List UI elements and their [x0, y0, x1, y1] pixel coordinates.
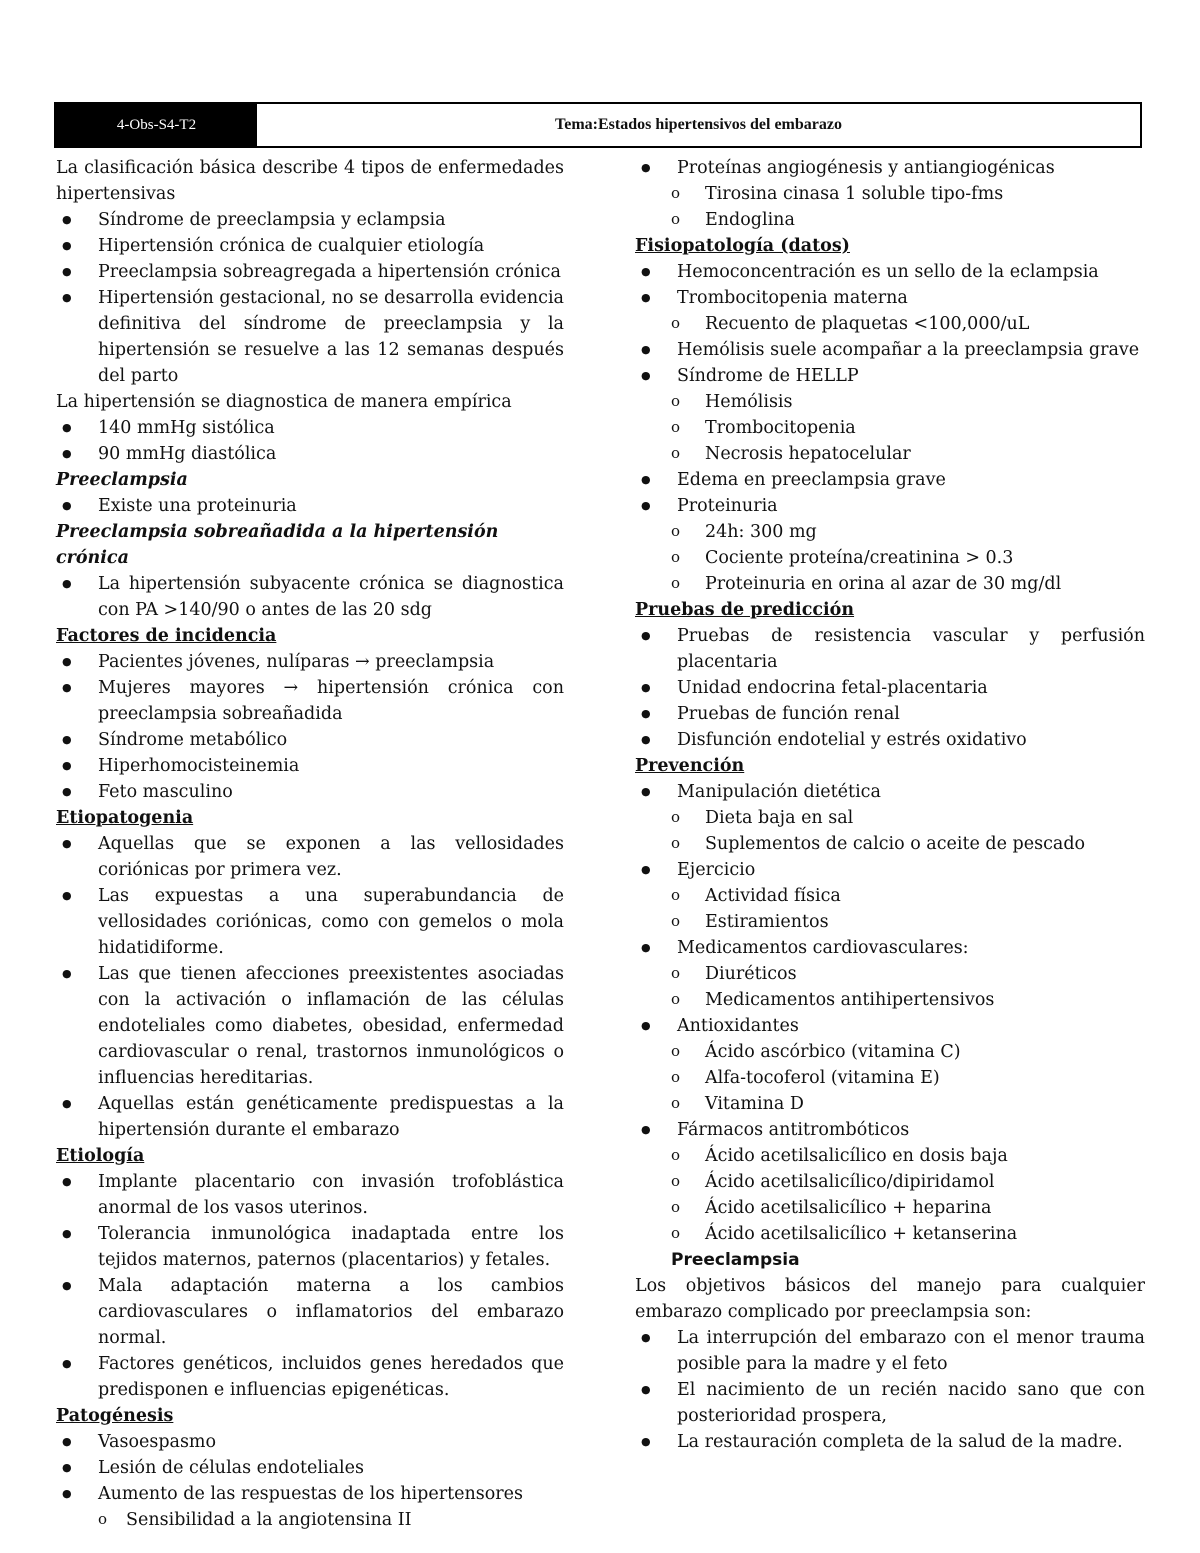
intro-paragraph: La clasificación básica describe 4 tipos de enfermedades hipertensivas [56, 158, 564, 204]
list-item: ● Edema en preeclampsia grave [635, 467, 1145, 493]
list-item: ● Existe una proteinuria [56, 493, 564, 519]
list-item: ● Tolerancia inmunológica inadaptada entre los tejidos maternos, paternos (placentarios) y fetales. [56, 1221, 564, 1273]
sub-list-item: o Trombocitopenia [635, 415, 1145, 441]
sub-list-item: o Ácido acetilsalicílico/dipiridamol [635, 1169, 1145, 1195]
sub-list-item: o Actividad física [635, 883, 1145, 909]
document-header [54, 102, 1142, 148]
list-item: ● Pruebas de resistencia vascular y perfusión placentaria [635, 623, 1145, 675]
sub-list-item: o Alfa-tocoferol (vitamina E) [635, 1065, 1145, 1091]
list-item: ● Unidad endocrina fetal-placentaria [635, 675, 1145, 701]
list-item: ● Hemoconcentración es un sello de la eclampsia [635, 259, 1145, 285]
document-code: 4-Obs-S4-T2 [56, 104, 257, 146]
list-item: ● Trombocitopenia materna [635, 285, 1145, 311]
fisio-list [635, 259, 1145, 597]
etiol-list [56, 1169, 564, 1403]
section-heading: Pruebas de predicción [635, 600, 855, 620]
objectives-list [635, 1325, 1145, 1455]
sub-list-item: o Sensibilidad a la angiotensina II [56, 1507, 564, 1533]
tipos-list [56, 207, 564, 389]
section-heading: Preeclampsia [56, 470, 188, 490]
list-item: ● 90 mmHg diastólica [56, 441, 564, 467]
factores-list [56, 649, 564, 805]
list-item: ● Hemólisis suele acompañar a la preeclampsia grave [635, 337, 1145, 363]
sub-list-item: o Cociente proteína/creatinina > 0.3 [635, 545, 1145, 571]
list-item: ● Vasoespasmo [56, 1429, 564, 1455]
list-item: ● La hipertensión subyacente crónica se diagnostica con PA >140/90 o antes de las 20 sdg [56, 571, 564, 623]
list-item: ● Síndrome de preeclampsia y eclampsia [56, 207, 564, 233]
section-heading: Factores de incidencia [56, 626, 277, 646]
section-heading: Fisiopatología (datos) [635, 236, 850, 256]
list-item: ● Síndrome de HELLP [635, 363, 1145, 389]
list-item: ● Antioxidantes [635, 1013, 1145, 1039]
section-heading: Patogénesis [56, 1406, 174, 1426]
sub-list-item: o Suplementos de calcio o aceite de pescado [635, 831, 1145, 857]
sub-list-item: o Tirosina cinasa 1 soluble tipo-fms [635, 181, 1145, 207]
list-item: ● Hipertensión gestacional, no se desarrolla evidencia definitiva del síndrome de preeclampsia y la hipertensión se resuelve a las 12 semanas después del parto [56, 285, 564, 389]
list-item: ● Proteinuria [635, 493, 1145, 519]
list-item: ● Factores genéticos, incluidos genes heredados que predisponen e influencias epigenéticas. [56, 1351, 564, 1403]
list-item: ● Pruebas de función renal [635, 701, 1145, 727]
list-item: ● Ejercicio [635, 857, 1145, 883]
list-item: ● Mala adaptación materna a los cambios cardiovasculares o inflamatorios del embarazo normal. [56, 1273, 564, 1351]
sub-list-item: o 24h: 300 mg [635, 519, 1145, 545]
sub-list-item: o Hemólisis [635, 389, 1145, 415]
list-item: ● Proteínas angiogénesis y antiangiogénicas [635, 155, 1145, 181]
list-item: ● Preeclampsia sobreagregada a hipertensión crónica [56, 259, 564, 285]
list-item: ● Hiperhomocisteinemia [56, 753, 564, 779]
list-item: ● Feto masculino [56, 779, 564, 805]
prev-list [635, 779, 1145, 1247]
pruebas-list [635, 623, 1145, 753]
list-item: ● Fármacos antitrombóticos [635, 1117, 1145, 1143]
sub-list-item: o Ácido acetilsalicílico + heparina [635, 1195, 1145, 1221]
document-title: Tema:Estados hipertensivos del embarazo [555, 116, 842, 133]
list-item: ● Aquellas que se exponen a las vellosidades coriónicas por primera vez. [56, 831, 564, 883]
sub-list-item: o Diuréticos [635, 961, 1145, 987]
sub-list-item: o Ácido ascórbico (vitamina C) [635, 1039, 1145, 1065]
sub-list-item: o Vitamina D [635, 1091, 1145, 1117]
diag-list [56, 415, 564, 467]
section-heading: Prevención [635, 756, 745, 776]
etiopat-list [56, 831, 564, 1143]
list-item: ● Pacientes jóvenes, nulíparas → preeclampsia [56, 649, 564, 675]
list-item: ● El nacimiento de un recién nacido sano que con posterioridad prospera, [635, 1377, 1145, 1429]
section-heading: Preeclampsia sobreañadida a la hipertensión crónica [56, 522, 499, 568]
section-heading: Preeclampsia [671, 1250, 800, 1270]
section-heading: Etiopatogenia [56, 808, 194, 828]
list-item: ● La interrupción del embarazo con el menor trauma posible para la madre y el feto [635, 1325, 1145, 1377]
section-heading: Etiología [56, 1146, 145, 1166]
list-item: ● Implante placentario con invasión trofoblástica anormal de los vasos uterinos. [56, 1169, 564, 1221]
sub-list-item: o Recuento de plaquetas <100,000/uL [635, 311, 1145, 337]
left-column [56, 155, 564, 1533]
list-item: ● Medicamentos cardiovasculares: [635, 935, 1145, 961]
sub-list-item: o Estiramientos [635, 909, 1145, 935]
list-item: ● Las expuestas a una superabundancia de vellosidades coriónicas, como con gemelos o mola hidatidiforme. [56, 883, 564, 961]
list-item: ● Disfunción endotelial y estrés oxidativo [635, 727, 1145, 753]
objectives-intro: Los objetivos básicos del manejo para cualquier embarazo complicado por preeclampsia son: [635, 1276, 1145, 1322]
list-item: ● Lesión de células endoteliales [56, 1455, 564, 1481]
list-item: ● La restauración completa de la salud de la madre. [635, 1429, 1145, 1455]
sub-list-item: o Ácido acetilsalicílico + ketanserina [635, 1221, 1145, 1247]
right-column [635, 155, 1145, 1455]
list-item: ● Las que tienen afecciones preexistentes asociadas con la activación o inflamación de las células endoteliales como diabetes, obesidad, enfermedad cardiovascular o renal, trastornos inmunológicos o influencias hereditarias. [56, 961, 564, 1091]
list-item: ● Aquellas están genéticamente predispuestas a la hipertensión durante el embarazo [56, 1091, 564, 1143]
list-item: ● Manipulación dietética [635, 779, 1145, 805]
sub-list-item: o Medicamentos antihipertensivos [635, 987, 1145, 1013]
patog-list [56, 1429, 564, 1533]
list-item: ● 140 mmHg sistólica [56, 415, 564, 441]
list-item: ● Síndrome metabólico [56, 727, 564, 753]
list-item: ● Mujeres mayores → hipertensión crónica con preeclampsia sobreañadida [56, 675, 564, 727]
list-item: ● Aumento de las respuestas de los hipertensores [56, 1481, 564, 1507]
sub-list-item: o Endoglina [635, 207, 1145, 233]
sub-list-item: o Dieta baja en sal [635, 805, 1145, 831]
list-item: ● Hipertensión crónica de cualquier etiología [56, 233, 564, 259]
sub-list-item: o Proteinuria en orina al azar de 30 mg/dl [635, 571, 1145, 597]
sub-list-item: o Ácido acetilsalicílico en dosis baja [635, 1143, 1145, 1169]
diag-intro: La hipertensión se diagnostica de manera empírica [56, 392, 512, 412]
sub-list-item: o Necrosis hepatocelular [635, 441, 1145, 467]
